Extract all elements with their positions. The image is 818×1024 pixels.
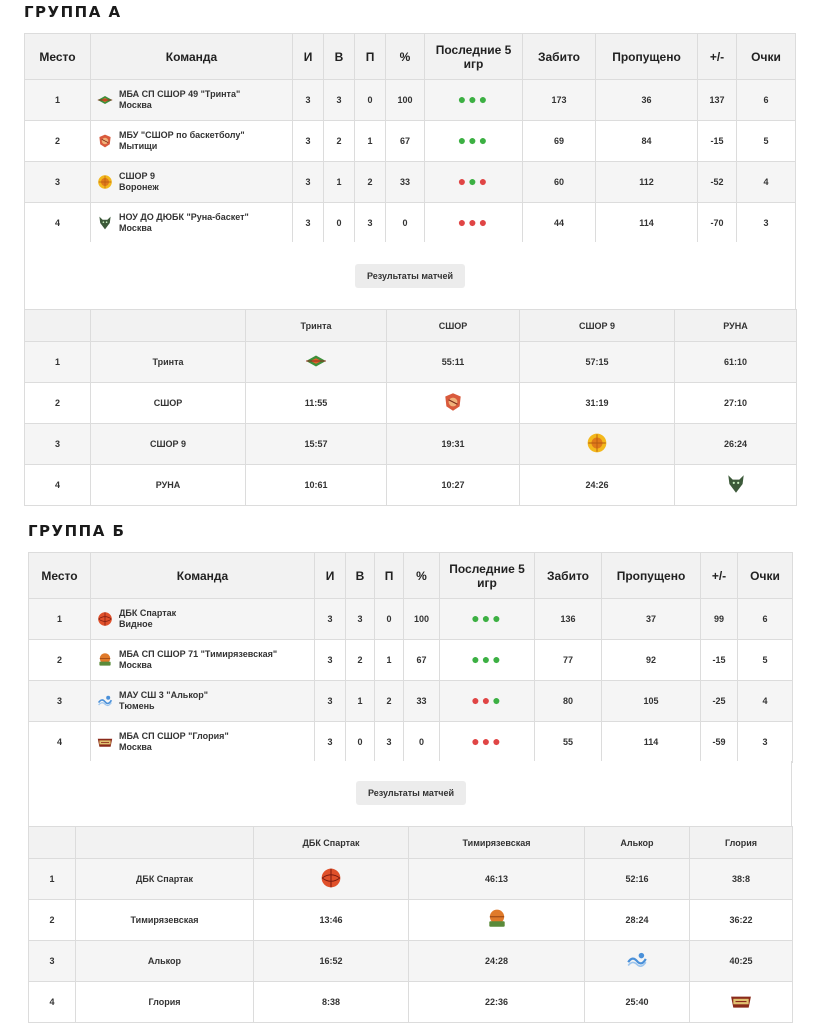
matrix-col-header: Тимирязевская <box>409 827 585 859</box>
match-score[interactable]: 25:40 <box>585 982 690 1023</box>
header-conceded[interactable]: Пропущено <box>596 34 698 80</box>
matrix-header-row <box>29 827 793 859</box>
header-percent[interactable]: % <box>386 34 425 80</box>
place-cell: 3 <box>29 681 91 722</box>
table-row <box>29 599 793 640</box>
stat-diff: -25 <box>701 681 738 722</box>
team-cell[interactable] <box>91 722 315 763</box>
loss-dot-icon: ● <box>457 173 469 189</box>
results-matrix-group-a <box>24 309 797 506</box>
win-dot-icon: ● <box>468 91 479 107</box>
gloria-logo-icon <box>730 990 752 1012</box>
header-diff[interactable]: +/- <box>701 553 738 599</box>
win-dot-icon: ● <box>468 132 479 148</box>
place-cell: 2 <box>25 121 91 162</box>
stat-points: 4 <box>738 681 793 722</box>
match-score[interactable]: 11:55 <box>246 383 387 424</box>
stat-l: 2 <box>375 681 404 722</box>
team-name[interactable]: МАУ СШ 3 "Алькор" <box>119 690 208 700</box>
matrix-team-name[interactable]: Глория <box>76 982 254 1023</box>
matrix-col-header: Глория <box>690 827 793 859</box>
stat-diff: -70 <box>698 203 737 244</box>
stat-l: 3 <box>355 203 386 244</box>
results-matrix-group-b <box>28 826 793 1023</box>
stat-l: 0 <box>355 80 386 121</box>
matrix-col-header: СШОР <box>387 310 520 342</box>
alkor-logo-icon <box>97 693 113 709</box>
win-dot-icon: ● <box>478 91 490 107</box>
win-dot-icon: ● <box>478 132 490 148</box>
matrix-header-row <box>25 310 797 342</box>
place-cell: 3 <box>25 162 91 203</box>
team-city: Тюмень <box>119 701 155 711</box>
team-city: Москва <box>119 742 152 752</box>
stat-conceded: 114 <box>602 722 701 763</box>
place-cell: 2 <box>29 900 76 941</box>
win-dot-icon: ● <box>492 692 503 708</box>
stat-w: 0 <box>324 203 355 244</box>
stat-w: 3 <box>324 80 355 121</box>
last5-cell <box>440 640 535 681</box>
match-score[interactable]: 15:57 <box>246 424 387 465</box>
match-score[interactable]: 46:13 <box>409 859 585 900</box>
matrix-team-name[interactable]: Тринта <box>91 342 246 383</box>
matrix-team-name[interactable]: СШОР <box>91 383 246 424</box>
stat-points: 3 <box>737 203 796 244</box>
stat-diff: -59 <box>701 722 738 763</box>
stat-w: 1 <box>324 162 355 203</box>
place-cell: 4 <box>25 465 91 506</box>
loss-dot-icon: ● <box>468 214 479 230</box>
sshor-logo-icon <box>97 133 113 149</box>
team-name[interactable]: МБА СП СШОР "Глория" <box>119 731 229 741</box>
win-dot-icon: ● <box>468 173 479 189</box>
stat-l: 0 <box>375 599 404 640</box>
matrix-row <box>29 982 793 1023</box>
match-score[interactable]: 55:11 <box>387 342 520 383</box>
last5-cell <box>425 80 523 121</box>
stat-pct: 33 <box>404 681 440 722</box>
stat-l: 1 <box>355 121 386 162</box>
loss-dot-icon: ● <box>478 173 490 189</box>
stat-w: 1 <box>346 681 375 722</box>
stat-pct: 0 <box>404 722 440 763</box>
gloria-logo-icon <box>97 734 113 750</box>
runa-logo-icon <box>725 473 747 495</box>
last5-cell <box>440 599 535 640</box>
self-match-cell <box>690 982 793 1023</box>
stat-conceded: 114 <box>596 203 698 244</box>
header-games[interactable]: И <box>293 34 324 80</box>
matrix-row <box>25 465 797 506</box>
form-dots <box>471 610 502 626</box>
results-button-area <box>28 761 792 827</box>
last5-cell <box>425 162 523 203</box>
match-score[interactable]: 61:10 <box>675 342 797 383</box>
win-dot-icon: ● <box>481 610 493 626</box>
stat-conceded: 84 <box>596 121 698 162</box>
last5-cell <box>440 681 535 722</box>
stat-w: 2 <box>324 121 355 162</box>
matrix-col-header: Тринта <box>246 310 387 342</box>
matrix-row <box>29 941 793 982</box>
self-match-cell <box>675 465 797 506</box>
loss-dot-icon: ● <box>481 733 493 749</box>
matrix-team-name[interactable]: РУНА <box>91 465 246 506</box>
self-match-cell <box>246 342 387 383</box>
last5-cell <box>425 203 523 244</box>
stat-diff: -15 <box>701 640 738 681</box>
stat-scored: 136 <box>535 599 602 640</box>
match-score[interactable]: 26:24 <box>675 424 797 465</box>
self-match-cell <box>585 941 690 982</box>
form-dots <box>471 651 502 667</box>
header-percent[interactable]: % <box>404 553 440 599</box>
stat-g: 3 <box>315 681 346 722</box>
loss-dot-icon: ● <box>471 733 482 749</box>
team-cell[interactable] <box>91 203 293 244</box>
win-dot-icon: ● <box>457 91 469 107</box>
match-score[interactable]: 13:46 <box>254 900 409 941</box>
self-match-cell <box>387 383 520 424</box>
trinta-logo-icon <box>305 350 327 372</box>
place-cell: 3 <box>29 941 76 982</box>
stat-conceded: 112 <box>596 162 698 203</box>
last5-cell <box>425 121 523 162</box>
table-row <box>29 722 793 763</box>
header-last5: Последние 5 игр <box>425 34 523 80</box>
header-place[interactable]: Место <box>29 553 91 599</box>
place-cell: 2 <box>25 383 91 424</box>
stat-points: 6 <box>738 599 793 640</box>
matrix-col-header: ДБК Спартак <box>254 827 409 859</box>
matrix-col-header: Алькор <box>585 827 690 859</box>
timiryazevskaya-logo-icon <box>97 652 113 668</box>
stat-conceded: 105 <box>602 681 701 722</box>
header-losses[interactable]: П <box>355 34 386 80</box>
place-cell: 1 <box>25 80 91 121</box>
stat-diff: -15 <box>698 121 737 162</box>
loss-dot-icon: ● <box>471 692 482 708</box>
stat-conceded: 36 <box>596 80 698 121</box>
matrix-row <box>25 424 797 465</box>
stat-g: 3 <box>293 80 324 121</box>
place-cell: 3 <box>25 424 91 465</box>
team-cell[interactable] <box>91 162 293 203</box>
matrix-team-name[interactable]: Тимирязевская <box>76 900 254 941</box>
table-row <box>25 162 796 203</box>
team-name[interactable]: МБА СП СШОР 71 "Тимирязевская" <box>119 649 278 659</box>
header-place[interactable]: Место <box>25 34 91 80</box>
table-row <box>29 681 793 722</box>
stat-g: 3 <box>315 599 346 640</box>
team-city: Москва <box>119 100 152 110</box>
place-cell: 2 <box>29 640 91 681</box>
header-last5: Последние 5 игр <box>440 553 535 599</box>
team-city: Воронеж <box>119 182 159 192</box>
team-city: Москва <box>119 660 152 670</box>
stat-pct: 100 <box>386 80 425 121</box>
match-score[interactable]: 10:27 <box>387 465 520 506</box>
match-score[interactable]: 38:8 <box>690 859 793 900</box>
team-name[interactable]: СШОР 9 <box>119 171 156 181</box>
matrix-team-name[interactable]: ДБК Спартак <box>76 859 254 900</box>
stat-points: 3 <box>738 722 793 763</box>
stat-points: 4 <box>737 162 796 203</box>
match-score[interactable]: 19:31 <box>387 424 520 465</box>
spartak-logo-icon <box>320 867 342 889</box>
team-cell[interactable] <box>91 640 315 681</box>
timiryazevskaya-logo-icon <box>486 908 508 930</box>
match-score[interactable]: 28:24 <box>585 900 690 941</box>
match-score[interactable]: 31:19 <box>520 383 675 424</box>
matrix-team-name[interactable]: СШОР 9 <box>91 424 246 465</box>
results-button-area <box>24 242 796 310</box>
matrix-row <box>29 859 793 900</box>
alkor-logo-icon <box>626 949 648 971</box>
team-name[interactable]: ДБК Спартак <box>119 608 177 618</box>
loss-dot-icon: ● <box>492 733 503 749</box>
stat-pct: 33 <box>386 162 425 203</box>
standings-table-group-a <box>24 33 796 244</box>
matrix-row <box>25 383 797 424</box>
stat-w: 3 <box>346 599 375 640</box>
team-cell[interactable] <box>91 681 315 722</box>
win-dot-icon: ● <box>492 610 503 626</box>
team-city: Видное <box>119 619 153 629</box>
match-score[interactable]: 52:16 <box>585 859 690 900</box>
place-cell: 1 <box>25 342 91 383</box>
win-dot-icon: ● <box>471 610 482 626</box>
matrix-team-name[interactable]: Алькор <box>76 941 254 982</box>
win-dot-icon: ● <box>457 132 469 148</box>
table-header-row <box>25 34 796 80</box>
stat-scored: 69 <box>523 121 596 162</box>
stat-diff: -52 <box>698 162 737 203</box>
stat-conceded: 92 <box>602 640 701 681</box>
form-dots <box>458 132 489 148</box>
stat-scored: 44 <box>523 203 596 244</box>
last5-cell <box>440 722 535 763</box>
stat-l: 1 <box>375 640 404 681</box>
stat-pct: 67 <box>386 121 425 162</box>
stat-pct: 100 <box>404 599 440 640</box>
header-team[interactable]: Команда <box>91 34 293 80</box>
match-score[interactable]: 24:28 <box>409 941 585 982</box>
win-dot-icon: ● <box>492 651 503 667</box>
table-header-row <box>29 553 793 599</box>
form-dots <box>458 173 489 189</box>
stat-g: 3 <box>315 640 346 681</box>
stat-g: 3 <box>293 203 324 244</box>
team-cell[interactable] <box>91 121 293 162</box>
spartak-logo-icon <box>97 611 113 627</box>
match-score[interactable]: 10:61 <box>246 465 387 506</box>
stat-diff: 99 <box>701 599 738 640</box>
win-dot-icon: ● <box>471 651 482 667</box>
stat-scored: 80 <box>535 681 602 722</box>
header-losses[interactable]: П <box>375 553 404 599</box>
match-score[interactable]: 57:15 <box>520 342 675 383</box>
header-scored[interactable]: Забито <box>535 553 602 599</box>
stat-l: 2 <box>355 162 386 203</box>
loss-dot-icon: ● <box>457 214 469 230</box>
stat-points: 5 <box>737 121 796 162</box>
match-score[interactable]: 16:52 <box>254 941 409 982</box>
match-score[interactable]: 22:36 <box>409 982 585 1023</box>
loss-dot-icon: ● <box>481 692 493 708</box>
stat-g: 3 <box>315 722 346 763</box>
team-name[interactable]: НОУ ДО ДЮБК "Руна-баскет" <box>119 212 249 222</box>
header-wins[interactable]: В <box>324 34 355 80</box>
stat-points: 5 <box>738 640 793 681</box>
team-name[interactable]: МБА СП СШОР 49 "Тринта" <box>119 89 241 99</box>
team-city: Москва <box>119 223 152 233</box>
stat-scored: 60 <box>523 162 596 203</box>
place-cell: 4 <box>25 203 91 244</box>
stat-scored: 77 <box>535 640 602 681</box>
place-cell: 4 <box>29 722 91 763</box>
self-match-cell <box>254 859 409 900</box>
sshor9-logo-icon <box>97 174 113 190</box>
place-cell: 4 <box>29 982 76 1023</box>
match-score[interactable]: 36:22 <box>690 900 793 941</box>
header-conceded[interactable]: Пропущено <box>602 553 701 599</box>
standings-table-group-b <box>28 552 793 763</box>
header-diff[interactable]: +/- <box>698 34 737 80</box>
self-match-cell <box>520 424 675 465</box>
matrix-col-header: СШОР 9 <box>520 310 675 342</box>
team-cell[interactable] <box>91 599 315 640</box>
header-points[interactable]: Очки <box>738 553 793 599</box>
stat-points: 6 <box>737 80 796 121</box>
place-cell: 1 <box>29 859 76 900</box>
results-button[interactable]: Результаты матчей <box>356 781 466 805</box>
stat-diff: 137 <box>698 80 737 121</box>
form-dots <box>471 692 502 708</box>
stat-w: 2 <box>346 640 375 681</box>
form-dots <box>471 733 502 749</box>
stat-pct: 0 <box>386 203 425 244</box>
self-match-cell <box>409 900 585 941</box>
table-row <box>25 121 796 162</box>
stat-conceded: 37 <box>602 599 701 640</box>
header-games[interactable]: И <box>315 553 346 599</box>
stat-scored: 55 <box>535 722 602 763</box>
matrix-row <box>29 900 793 941</box>
table-row <box>29 640 793 681</box>
header-team[interactable]: Команда <box>91 553 315 599</box>
header-wins[interactable]: В <box>346 553 375 599</box>
stat-l: 3 <box>375 722 404 763</box>
form-dots <box>458 214 489 230</box>
loss-dot-icon: ● <box>478 214 490 230</box>
trinta-logo-icon <box>97 92 113 108</box>
sshor-logo-icon <box>442 391 464 413</box>
stat-w: 0 <box>346 722 375 763</box>
group-title: ГРУППА А <box>24 3 122 21</box>
results-button[interactable]: Результаты матчей <box>355 264 465 288</box>
team-name[interactable]: МБУ "СШОР по баскетболу" <box>119 130 245 140</box>
header-points[interactable]: Очки <box>737 34 796 80</box>
header-scored[interactable]: Забито <box>523 34 596 80</box>
stat-pct: 67 <box>404 640 440 681</box>
match-score[interactable]: 8:38 <box>254 982 409 1023</box>
table-row <box>25 203 796 244</box>
stat-g: 3 <box>293 121 324 162</box>
stat-g: 3 <box>293 162 324 203</box>
group-title: ГРУППА Б <box>28 522 126 540</box>
team-city: Мытищи <box>119 141 158 151</box>
runa-logo-icon <box>97 215 113 231</box>
form-dots <box>458 91 489 107</box>
matrix-col-header: РУНА <box>675 310 797 342</box>
match-score[interactable]: 27:10 <box>675 383 797 424</box>
sshor9-logo-icon <box>586 432 608 454</box>
team-cell[interactable] <box>91 80 293 121</box>
place-cell: 1 <box>29 599 91 640</box>
match-score[interactable]: 24:26 <box>520 465 675 506</box>
table-row <box>25 80 796 121</box>
matrix-row <box>25 342 797 383</box>
stat-scored: 173 <box>523 80 596 121</box>
match-score[interactable]: 40:25 <box>690 941 793 982</box>
win-dot-icon: ● <box>481 651 493 667</box>
